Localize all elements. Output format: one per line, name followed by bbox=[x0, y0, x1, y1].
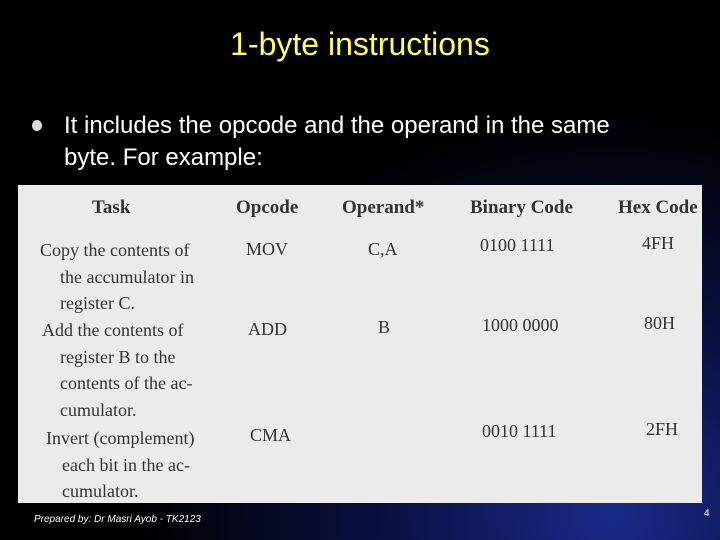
page-number: 4 bbox=[704, 508, 710, 519]
task-line: Invert (complement) bbox=[46, 428, 195, 448]
slide-title: 1-byte instructions bbox=[230, 26, 490, 62]
row-binary: 0010 1111 bbox=[482, 421, 557, 441]
row-binary: 0100 1111 bbox=[480, 235, 555, 255]
row-hex: 80H bbox=[644, 313, 675, 333]
header-opcode: Opcode bbox=[236, 197, 299, 218]
task-line: cumulator. bbox=[60, 399, 137, 420]
header-binary: Binary Code bbox=[470, 197, 573, 218]
task-line: Add the contents of bbox=[42, 320, 184, 340]
row-opcode: CMA bbox=[250, 425, 292, 445]
row-operand: C,A bbox=[368, 239, 398, 259]
table-row-task bbox=[40, 237, 194, 317]
task-line: cumulator. bbox=[62, 481, 139, 501]
task-line: Copy the contents of bbox=[40, 240, 190, 260]
instruction-table-image bbox=[18, 185, 702, 503]
row-operand: B bbox=[378, 317, 391, 337]
row-opcode: MOV bbox=[246, 239, 289, 259]
header-operand: Operand* bbox=[342, 197, 425, 218]
table-row-task bbox=[42, 317, 192, 423]
row-opcode: ADD bbox=[248, 319, 287, 339]
table-row-task bbox=[46, 425, 194, 505]
task-line: each bit in the ac- bbox=[62, 454, 190, 475]
slide-footer: Prepared by: Dr Masri Ayob - TK2123 bbox=[34, 514, 201, 525]
bullet-text: It includes the opcode and the operand in the same byte. For example: bbox=[64, 112, 610, 171]
task-line: register B to the bbox=[60, 346, 176, 367]
header-hex: Hex Code bbox=[618, 197, 698, 218]
task-line: contents of the ac- bbox=[60, 373, 193, 393]
header-task: Task bbox=[92, 197, 131, 218]
bullet-icon bbox=[32, 120, 42, 131]
row-hex: 2FH bbox=[646, 419, 679, 439]
task-line: the accumulator in bbox=[60, 266, 194, 287]
row-hex: 4FH bbox=[642, 233, 675, 253]
task-line: register C. bbox=[60, 293, 135, 313]
row-binary: 1000 0000 bbox=[482, 315, 559, 335]
